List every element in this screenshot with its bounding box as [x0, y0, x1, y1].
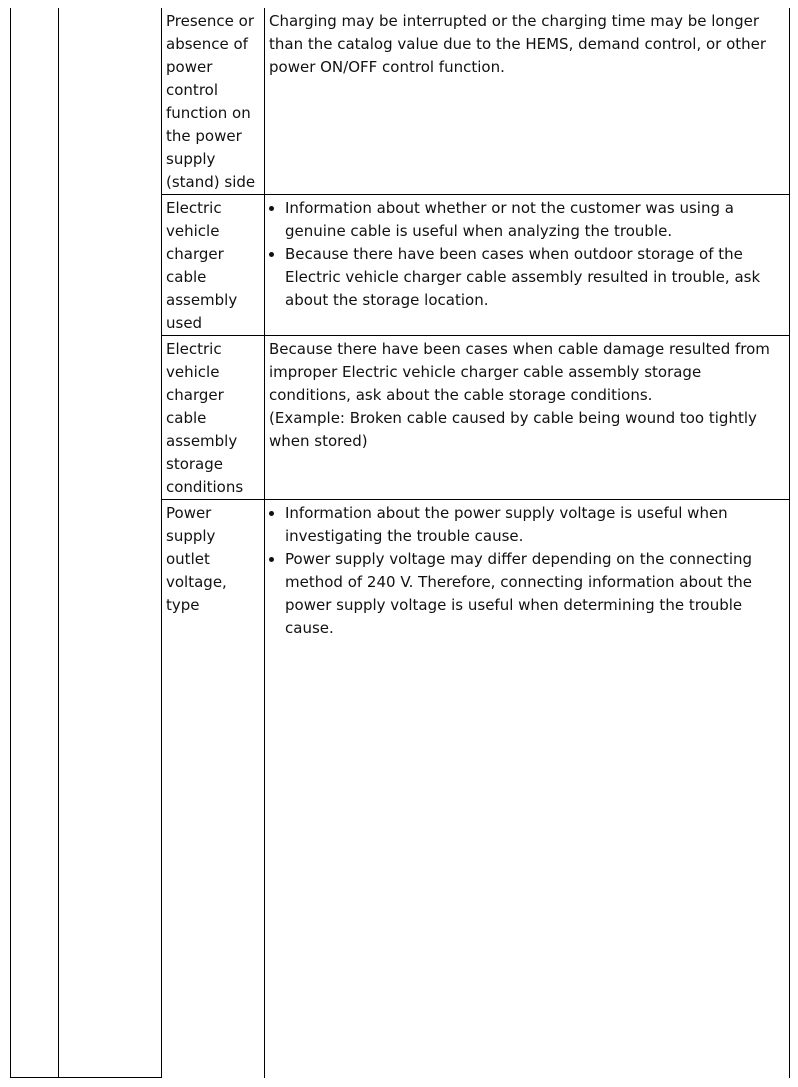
item-cell: Electric vehicle charger cable assembly storage conditions — [162, 336, 265, 500]
item-cell: Presence or absence of power control function on the power supply (stand) side — [162, 8, 265, 195]
item-cell: Power supply outlet voltage, type — [162, 500, 265, 1078]
blank-column-cell-1 — [11, 8, 59, 1078]
information-table — [10, 8, 790, 1078]
description-cell — [265, 336, 790, 500]
bullet-item: • Information about the power supply voltage is useful when investigating the trouble cause. — [285, 502, 785, 548]
description-text: Because there have been cases when cable damage resulted from improper Electric vehicle charger cable assembly storage conditions, ask about the cable storage conditions. — [269, 340, 770, 404]
bullet-item: • Because there have been cases when outdoor storage of the Electric vehicle charger cable assembly resulted in trouble, ask about the storage location. — [285, 243, 785, 312]
bullet-list — [269, 197, 785, 312]
bullet-list — [269, 502, 785, 640]
example-text: (Example: Broken cable caused by cable being wound too tightly when stored) — [269, 409, 757, 450]
description-cell — [265, 195, 790, 336]
description-cell — [265, 500, 790, 1078]
description-cell — [265, 8, 790, 195]
item-cell: Electric vehicle charger cable assembly used — [162, 195, 265, 336]
bullet-item: • Power supply voltage may differ depending on the connecting method of 240 V. Therefore, connecting information about the power supply voltage is useful when determining the trouble cause. — [285, 548, 785, 640]
description-text: Charging may be interrupted or the charging time may be longer than the catalog value due to the HEMS, demand control, or other power ON/OFF control function. — [269, 12, 767, 76]
table-row — [11, 8, 790, 195]
bullet-item: • Information about whether or not the customer was using a genuine cable is useful when analyzing the trouble. — [285, 197, 785, 243]
blank-column-cell-2 — [59, 8, 162, 1078]
